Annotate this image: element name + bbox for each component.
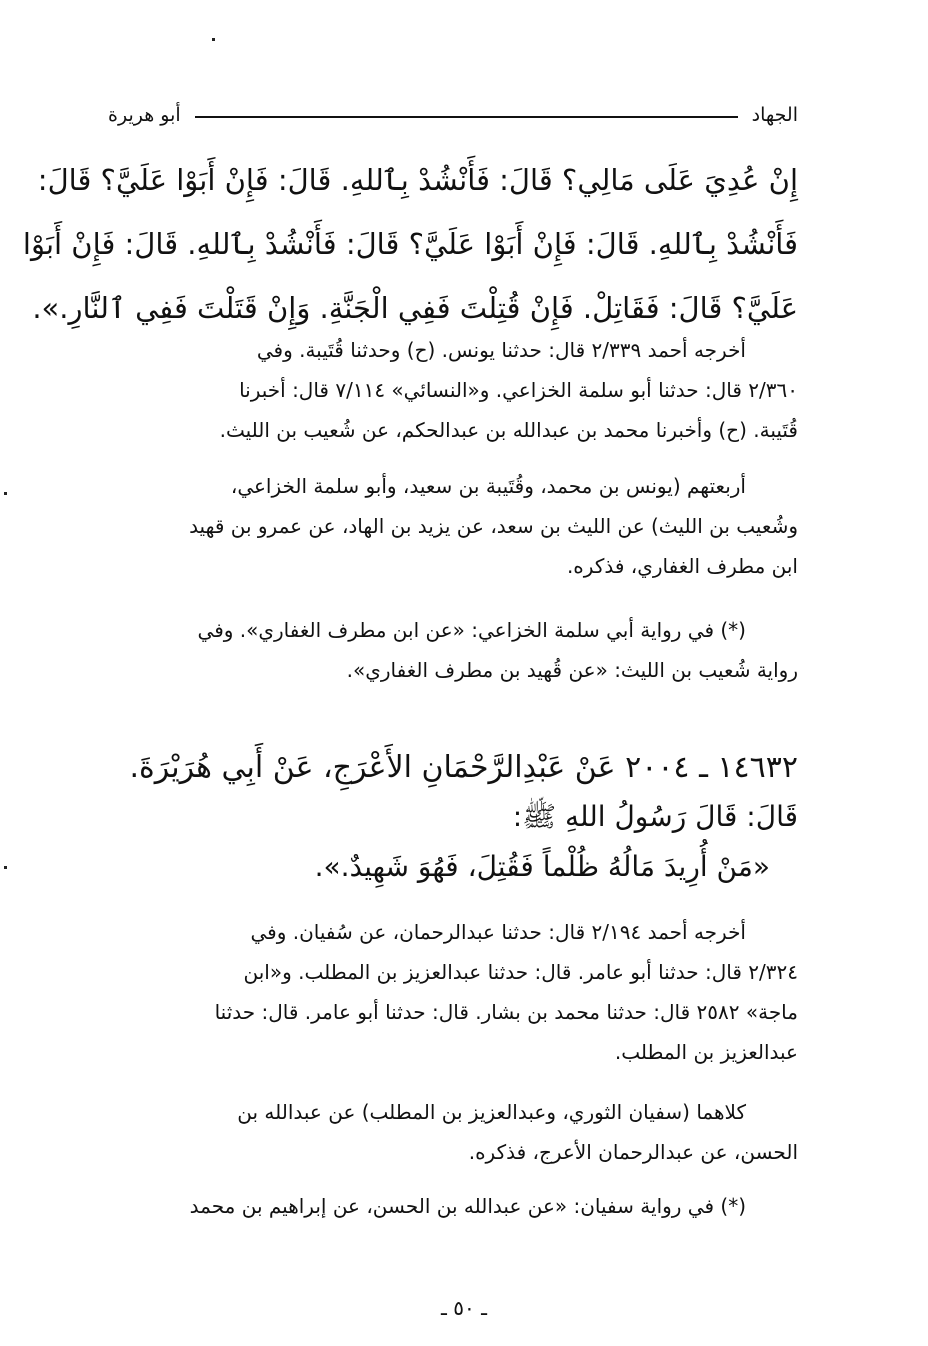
text-line: عبدالعزيز بن المطلب. [614, 1040, 798, 1064]
text-line: فَأَنْشُدْ بِٱللهِ. قَالَ: فَإِنْ أَبَوْا عَلَيَّ؟ قَالَ: فَأَنْشُدْ بِٱللهِ. قَالَ: فَإِنْ أَبَوْا [22, 227, 798, 261]
text-line: ماجة» ٢٥٨٢ قال: حدثنا محمد بن بشار. قال: حدثنا أبو عامر. قال: حدثنا [214, 1000, 798, 1024]
scan-speck [4, 492, 7, 495]
page-number: ـ ٥٠ ـ [441, 1296, 487, 1320]
scan-speck [4, 866, 7, 869]
hadith-text: «مَنْ أُرِيدَ مَالُهُ ظُلْماً فَقُتِلَ، فَهُوَ شَهِيدٌ.». [314, 850, 770, 883]
text-line: وشُعيب بن الليث) عن الليث بن سعد، عن يزيد بن الهاد، عن عمرو بن قهيد [189, 514, 798, 538]
scan-speck [212, 38, 215, 41]
running-header [108, 100, 798, 130]
text-line: ٢/٣٦٠ قال: حدثنا أبو سلمة الخزاعي. و«النسائي» ٧/١١٤ قال: أخبرنا [239, 378, 798, 402]
text-line: أخرجه أحمد ٢/٣٣٩ قال: حدثنا يونس. (ح) وحدثنا قُتَيبة. وفي [256, 338, 746, 362]
takhrij-paragraph [108, 912, 798, 1072]
text-line: إِنْ عُدِيَ عَلَى مَالِي؟ قَالَ: فَأَنْشُدْ بِٱللهِ. قَالَ: فَإِنْ أَبَوْا عَلَيَّ؟ قَالَ: [37, 163, 798, 197]
text-line: كلاهما (سفيان الثوري، وعبدالعزيز بن المطلب) عن عبدالله بن [237, 1100, 746, 1124]
hadith-continuation [22, 148, 798, 340]
footnote-paragraph [108, 1186, 798, 1226]
hadith-title: ١٤٦٣٢ ـ ٢٠٠٤ عَنْ عَبْدِالرَّحْمَانِ الأَعْرَجِ، عَنْ أَبِي هُرَيْرَةَ. [129, 750, 798, 785]
takhrij-paragraph [108, 330, 798, 450]
text-line: رواية شُعيب بن الليث: «عن قُهيد بن مطرف الغفاري». [346, 658, 798, 682]
text-line: أخرجه أحمد ٢/١٩٤ قال: حدثنا عبدالرحمان، عن سُفيان. وفي [250, 920, 746, 944]
header-rule [195, 116, 738, 118]
narrators-paragraph [108, 466, 798, 586]
footnote-paragraph [108, 610, 798, 690]
text-line: أربعتهم (يونس بن محمد، وقُتَيبة بن سعيد، وأبو سلمة الخزاعي، [230, 474, 746, 498]
text-line: (*) في رواية سفيان: «عن عبدالله بن الحسن، عن إبراهيم بن محمد [189, 1194, 746, 1218]
text-line: (*) في رواية أبي سلمة الخزاعي: «عن ابن مطرف الغفاري». وفي [197, 618, 746, 642]
hadith-entry [108, 744, 798, 892]
text-line: الحسن، عن عبدالرحمان الأعرج، فذكره. [468, 1140, 798, 1164]
text-line: عَلَيَّ؟ قَالَ: فَقَاتِلْ. فَإِنْ قُتِلْتَ فَفِي الْجَنَّةِ. وَإِنْ قَتَلْتَ فَفِي ٱلنَّارِ.». [32, 291, 798, 325]
header-narrator: أبو هريرة [108, 104, 181, 126]
text-line: ٢/٣٢٤ قال: حدثنا أبو عامر. قال: حدثنا عبدالعزيز بن المطلب. و«ابن [243, 960, 798, 984]
text-line: ابن مطرف الغفاري، فذكره. [566, 554, 798, 578]
hadith-said: قَالَ: قَالَ رَسُولُ اللهِ ﷺ: [512, 800, 798, 833]
header-chapter: الجهاد [751, 104, 798, 126]
narrators-paragraph [108, 1092, 798, 1172]
text-line: قُتَيبة. (ح) وأخبرنا محمد بن عبدالله بن عبدالحكم، عن شُعيب بن الليث. [219, 418, 798, 442]
